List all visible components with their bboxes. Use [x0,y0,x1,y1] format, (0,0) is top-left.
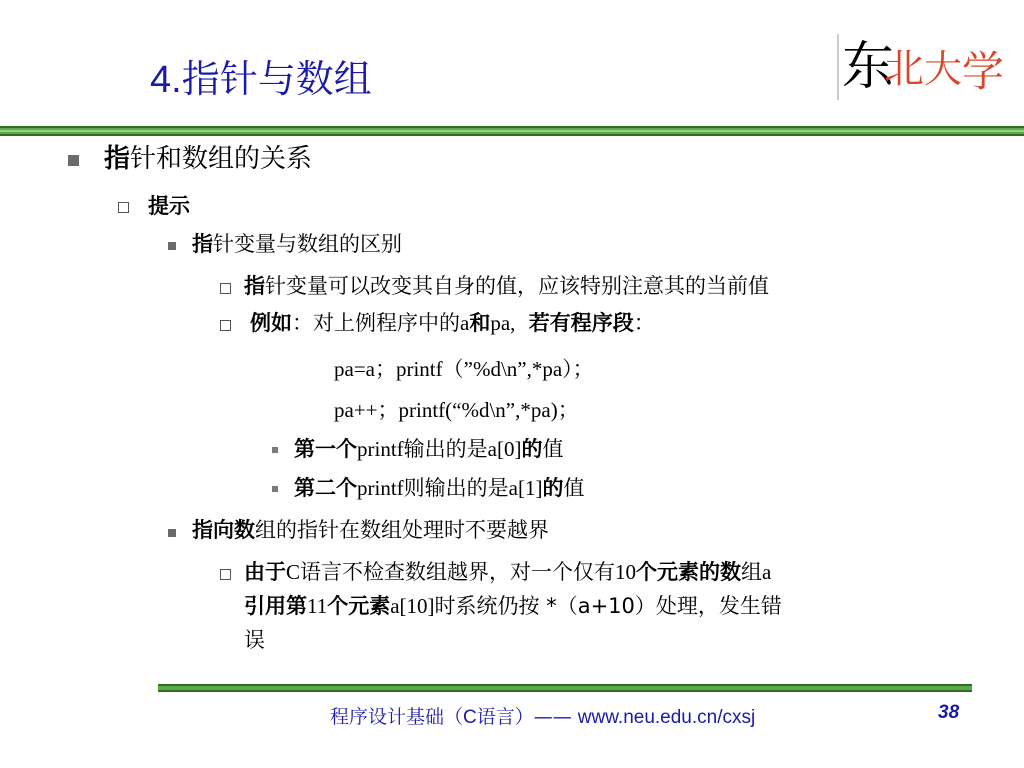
bullet-l8 [192,520,549,541]
l5-and: 和 [469,311,491,335]
l8-rest: 组的指针在数组处理时不要越界 [255,518,549,542]
bullet-l7 [294,478,584,499]
bullet-l2: 提示 [148,194,190,218]
l5-a: a [460,311,470,335]
bullet-square [68,155,79,166]
l9-elements: 个元素的数 [636,560,742,584]
svg-text:学: 学 [962,47,1005,96]
l7-output: 则输出的是 [403,476,509,500]
l5-pa: pa, [490,311,516,335]
bullet-square [168,529,176,537]
bullet-l11: 误 [244,628,265,652]
l5-colon: ： [633,311,655,335]
l6-output: 输出的是 [403,437,488,461]
bullet-hollow [118,202,129,213]
l1-rest: 针和数组的关系 [130,144,313,174]
l6-value: 值 [542,437,564,461]
l10-ref: 引用第 [244,594,307,618]
footer-course: 程序设计基础（ [330,706,464,728]
bullet-hollow [220,569,231,580]
l10-elem: 个元素 [327,594,391,618]
l10-11: 11 [307,594,328,618]
code-line-1: pa=a；printf（”%d\n”,*pa）； [334,357,594,381]
title-text: 指针与数组 [181,57,372,101]
l3-bold: 指 [192,232,213,256]
footer-divider [158,684,972,692]
code-line-2: pa++；printf(“%d\n”,*pa)； [334,398,579,422]
svg-text:大: 大 [924,47,963,91]
l6-a0: a[0] [487,437,522,461]
bullet-l3 [192,234,402,255]
bullet-l10 [244,596,782,617]
l9-a: a [762,560,772,584]
slide-title [150,48,372,103]
bullet-hollow [220,283,231,294]
l5-segment: 若有程序段 [528,311,634,335]
bullet-l6 [294,439,563,460]
l10-rest: 时系统仍按 *（a+10）处理，发生错 [434,594,782,618]
title-number: 4. [150,59,182,101]
l4-rest: 针变量可以改变其自身的值，应该特别注意其的当前值 [265,274,769,298]
bullet-l9 [244,562,771,583]
footer-lang: C [463,707,477,728]
bullet-tiny [272,486,278,492]
l7-value: 值 [563,476,585,500]
svg-text:北: 北 [884,46,924,92]
l9-10: 10 [615,560,637,584]
page-number: 38 [938,702,960,723]
university-logo [836,30,1006,102]
l7-second: 第二个 [294,476,357,500]
l6-printf: printf [357,437,404,461]
l7-a1: a[1] [508,476,543,500]
svg-text:东: 东 [842,37,895,97]
l3-rest: 针变量与数组的区别 [213,232,402,256]
bullet-hollow [220,320,231,331]
header-divider [0,126,1024,136]
l9-since: 由于 [244,560,286,584]
footer-url[interactable]: www.neu.edu.cn/cxsj [577,707,756,728]
l9-c: C [286,560,301,584]
l5-example: 例如 [250,311,292,335]
bullet-l5 [250,313,655,334]
l10-a10: a[10] [390,594,435,618]
l6-of: 的 [521,437,543,461]
l8-bold: 指向数 [192,518,255,542]
bullet-square [168,242,176,250]
l9-group: 组 [741,560,763,584]
l7-of: 的 [542,476,564,500]
footer-text [330,702,755,729]
bullet-tiny [272,447,278,453]
l9-text: 语言不检查数组越界，对一个仅有 [300,560,616,584]
l7-printf: printf [357,476,404,500]
footer-lang2: 语言）—— [476,706,578,728]
bullet-l1 [104,146,312,172]
l5-text: ：对上例程序中的 [292,311,460,335]
l4-bold: 指 [244,274,265,298]
bullet-l4 [244,276,769,297]
l6-first: 第一个 [294,437,357,461]
l1-bold: 指 [104,144,131,174]
